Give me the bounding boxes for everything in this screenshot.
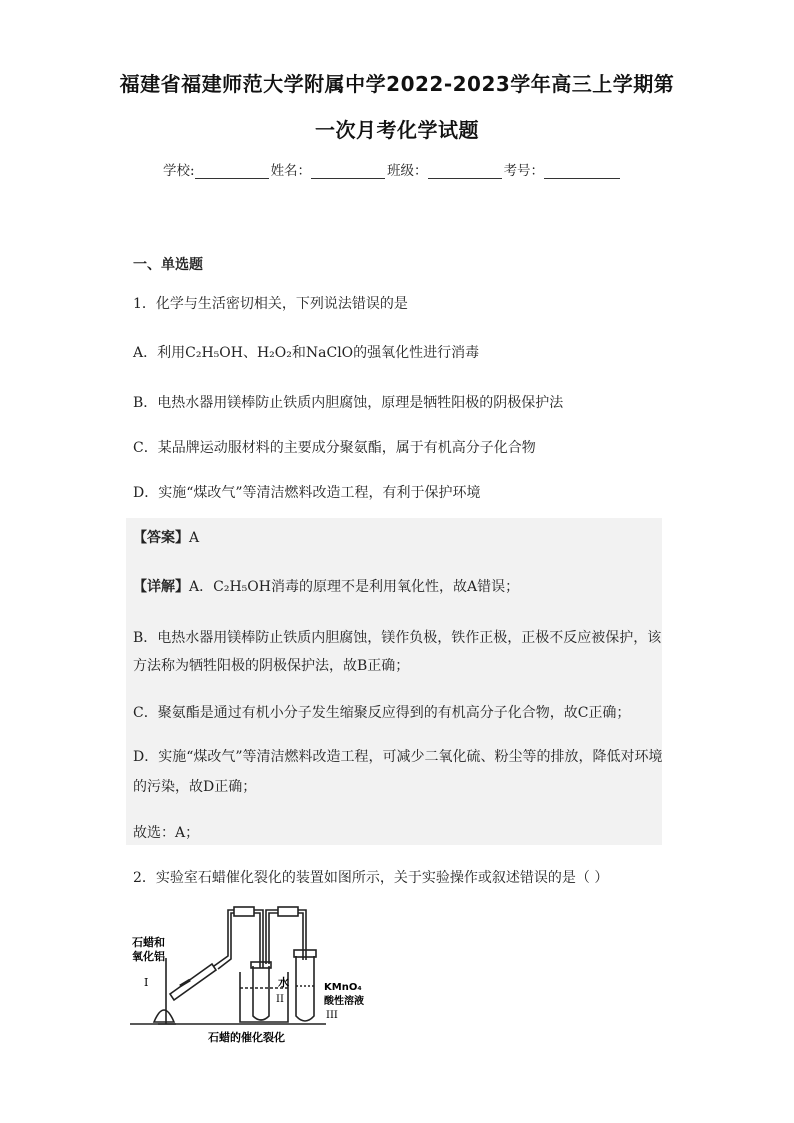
number-label: 考号： xyxy=(503,163,545,179)
detail-a-post: 消毒的原理不是利用氧化性，故A错误； xyxy=(270,579,520,595)
q1-option-a xyxy=(133,342,479,362)
detail-b-line1: B．电热水器用镁棒防止铁质内胆腐蚀，镁作负极，铁作正极，正极不反应被保护，该 xyxy=(133,630,662,646)
name-label: 姓名： xyxy=(270,163,312,179)
q2-stem: 2．实验室石蜡催化裂化的装置如图所示，关于实验操作或叙述错误的是（ ） xyxy=(133,870,609,886)
section-heading: 一、单选题 xyxy=(133,257,203,273)
apparatus-figure xyxy=(128,898,378,1048)
number-field[interactable] xyxy=(544,164,620,179)
detail-d-line2: 的污染，故D正确； xyxy=(133,779,257,795)
formula-c2h5oh: C₂H₅OH xyxy=(185,345,243,361)
label-kmno4: KMnO₄ xyxy=(324,982,362,993)
title-line-2: 一次月考化学试题 xyxy=(315,118,479,142)
formula-h2o2: H₂O₂ xyxy=(256,345,292,361)
detail-a xyxy=(133,576,519,596)
detail-b-line2: 方法称为牺牲阳极的阴极保护法，故B正确； xyxy=(133,658,410,674)
detail-label: 【详解】 xyxy=(133,579,189,595)
title-line-1: 福建省福建师范大学附属中学2022-2023学年高三上学期第 xyxy=(119,72,675,96)
q1-option-b: B．电热水器用镁棒防止铁质内胆腐蚀，原理是牺牲阳极的阴极保护法 xyxy=(133,395,564,411)
q1-a-sep: 、 xyxy=(242,345,257,361)
label-ii: II xyxy=(276,994,284,1005)
detail-a-pre: A． xyxy=(189,579,214,595)
q1-a-post: 和NaClO的强氧化性进行消毒 xyxy=(291,345,480,361)
q1-a-pre: A．利用 xyxy=(133,345,186,361)
detail-a-formula: C₂H₅OH xyxy=(213,579,271,595)
figure-caption: 石蜡的催化裂化 xyxy=(208,1031,285,1044)
school-field[interactable] xyxy=(195,164,269,179)
class-field[interactable] xyxy=(428,164,502,179)
answer-value: A xyxy=(189,530,200,546)
label-iii: III xyxy=(326,1010,338,1021)
q1-option-c: C．某品牌运动服材料的主要成分聚氨酯，属于有机高分子化合物 xyxy=(133,440,536,456)
class-label: 班级： xyxy=(387,163,428,179)
label-acid: 酸性溶液 xyxy=(324,996,364,1007)
detail-d-line1: D．实施“煤改气”等清洁燃料改造工程，可减少二氧化硫、粉尘等的排放，降低对环境 xyxy=(133,749,663,765)
label-wax-2: 氧化铝 xyxy=(132,950,165,963)
answer-label: 【答案】 xyxy=(133,530,189,546)
student-info-row xyxy=(163,159,622,179)
label-i: I xyxy=(144,976,149,989)
detail-c: C．聚氨酯是通过有机小分子发生缩聚反应得到的有机高分子化合物，故C正确； xyxy=(133,705,631,721)
label-wax-1: 石蜡和 xyxy=(132,936,165,949)
q1-stem: 1．化学与生活密切相关，下列说法错误的是 xyxy=(133,296,408,312)
q1-option-d: D．实施“煤改气”等清洁燃料改造工程，有利于保护环境 xyxy=(133,485,481,501)
detail-choice: 故选：A； xyxy=(133,825,200,841)
label-water: 水 xyxy=(278,976,289,989)
name-field[interactable] xyxy=(311,164,385,179)
answer-line xyxy=(133,527,199,547)
school-label: 学校: xyxy=(163,163,195,179)
